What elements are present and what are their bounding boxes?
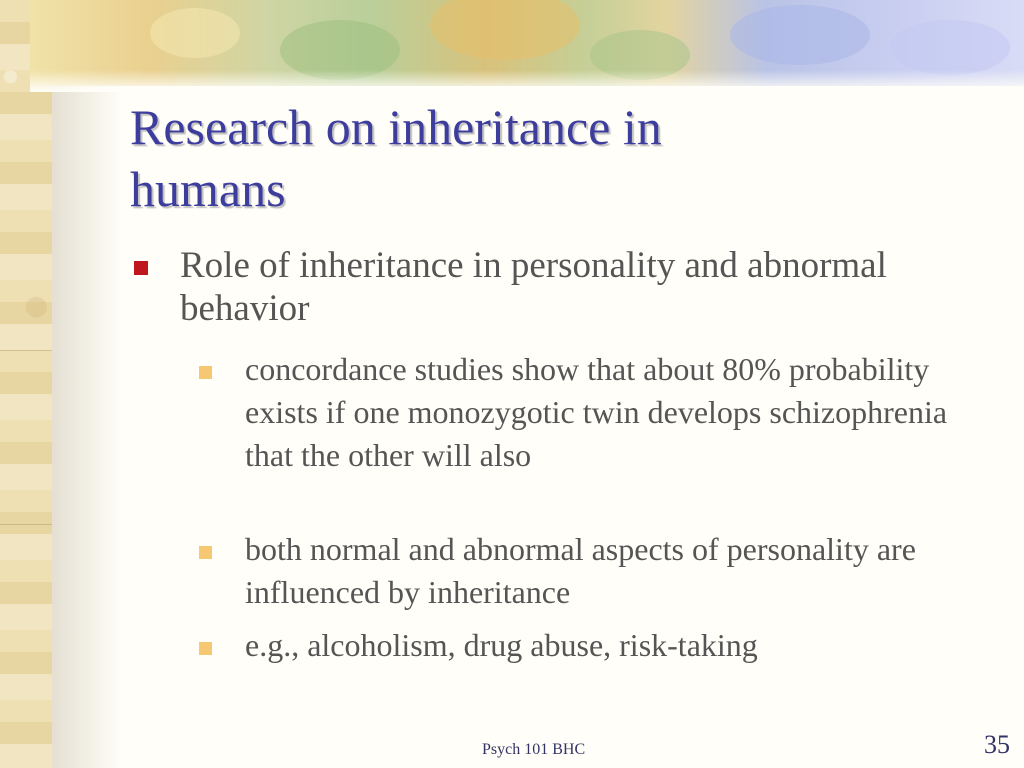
bullet-level1: Role of inheritance in personality and abnormal behavior: [180, 245, 887, 329]
sub-bullet-2: both normal and abnormal aspects of personality are influenced by inheritance: [245, 531, 916, 610]
title-line-1: Research on inheritance in: [130, 99, 662, 155]
strip-shadow: [52, 80, 122, 768]
footer-text: Psych 101 BHC: [482, 741, 586, 758]
title-line-2: humans: [130, 161, 286, 217]
slide-title: [130, 96, 950, 220]
square-bullet-icon: [134, 261, 148, 275]
parchment-strip: [0, 0, 52, 768]
square-bullet-icon: [199, 366, 212, 379]
square-bullet-icon: [199, 642, 212, 655]
square-bullet-icon: [199, 546, 212, 559]
sub-bullet-3: e.g., alcoholism, drug abuse, risk-taking: [245, 627, 758, 663]
banner-fade: [30, 70, 1024, 92]
page-number: 35: [984, 730, 1010, 759]
sub-bullet-1: concordance studies show that about 80% probability exists if one monozygotic twin develops schizophrenia that the other will also: [245, 351, 948, 473]
